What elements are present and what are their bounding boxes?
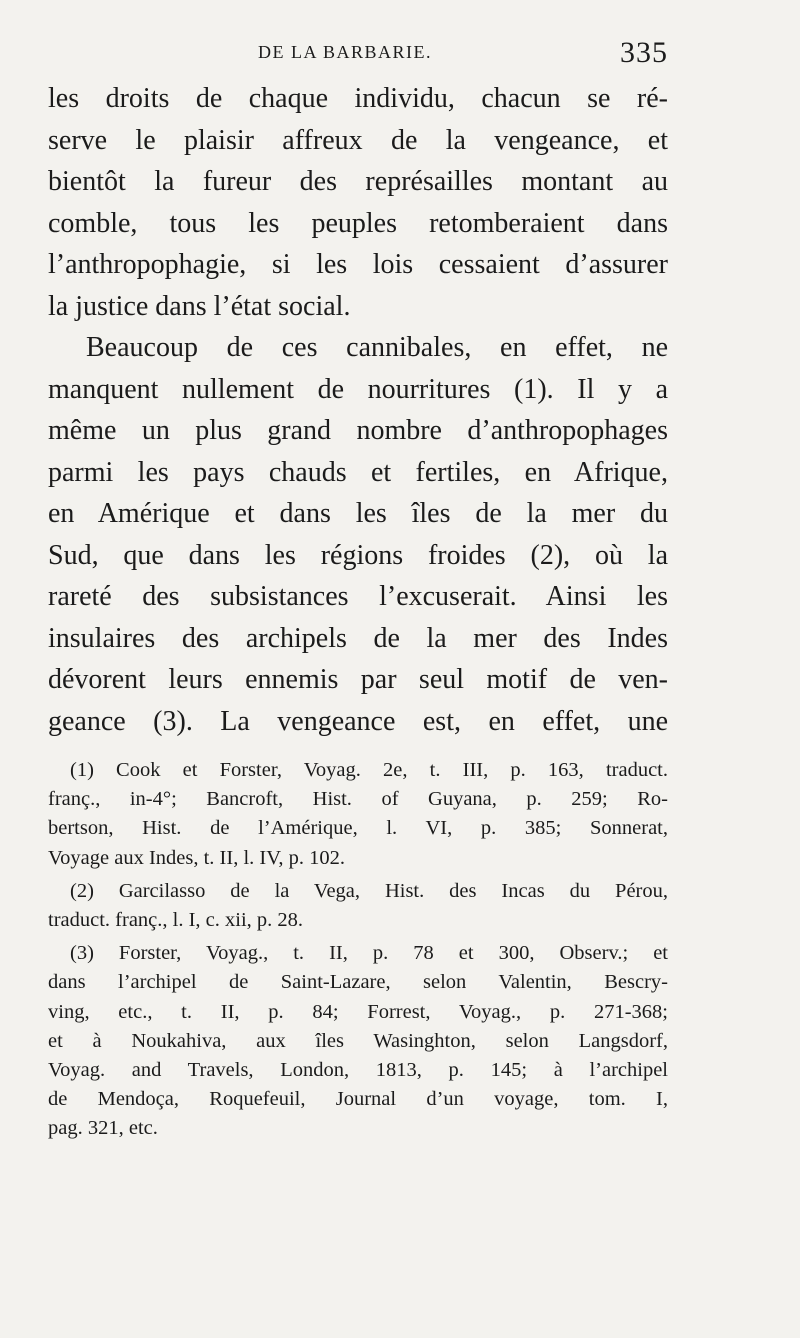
text-line: bientôt la fureur des représailles montant au (48, 166, 668, 197)
footnote-line: et à Noukahiva, aux îles Wasinghton, selon Langsdorf, (48, 1029, 668, 1052)
running-head (48, 38, 668, 68)
footnote-2 (48, 877, 668, 935)
footnote-1 (48, 756, 668, 873)
text-line: parmi les pays chauds et fertiles, en Afrique, (48, 456, 668, 488)
footnote-line: Voyag. and Travels, London, 1813, p. 145; à l’archipel (48, 1058, 668, 1081)
text-line: serve le plaisir affreux de la vengeance, et (48, 124, 668, 156)
footnote-3 (48, 939, 668, 1143)
text-line: en Amérique et dans les îles de la mer du (48, 498, 668, 529)
text-line: comble, tous les peuples retomberaient dans (48, 207, 668, 239)
main-text (48, 78, 668, 742)
footnotes (48, 756, 668, 1143)
footnote-line: traduct. franç., l. I, c. xii, p. 28. (48, 908, 304, 931)
footnote-line: franç., in-4°; Bancroft, Hist. of Guyana, p. 259; Ro- (48, 788, 668, 811)
footnote-line: (3) Forster, Voyag., t. II, p. 78 et 300, Observ.; et (70, 942, 668, 965)
text-line: l’anthropophagie, si les lois cessaient d’assurer (48, 249, 668, 280)
footnote-line: (2) Garcilasso de la Vega, Hist. des Incas du Pérou, (70, 879, 668, 902)
footnote-line: ving, etc., t. II, p. 84; Forrest, Voyag., p. 271-368; (48, 1000, 668, 1023)
text-line: Sud, que dans les régions froides (2), où la (48, 539, 668, 571)
text-line: insulaires des archipels de la mer des Indes (48, 622, 668, 654)
text-line: Beaucoup de ces cannibales, en effet, ne (86, 332, 668, 363)
footnote-line: bertson, Hist. de l’Amérique, l. VI, p. 385; Sonnerat, (48, 817, 668, 840)
text-line: rareté des subsistances l’excuserait. Ainsi les (48, 581, 668, 612)
footnote-line: pag. 321, etc. (48, 1117, 158, 1140)
footnote-line: de Mendoça, Roquefeuil, Journal d’un voyage, tom. I, (48, 1088, 668, 1111)
text-line: la justice dans l’état social. (48, 290, 351, 322)
text-line: même un plus grand nombre d’anthropophages (48, 415, 668, 446)
text-line: geance (3). La vengeance est, en effet, une (48, 705, 668, 737)
running-title: DE LA BARBARIE. (258, 42, 433, 62)
footnote-line: dans l’archipel de Saint-Lazare, selon Valentin, Bescry- (48, 971, 668, 994)
footnote-line: (1) Cook et Forster, Voyag. 2e, t. III, p. 163, traduct. (70, 759, 668, 781)
text-line: manquent nullement de nourritures (1). Il y a (48, 373, 668, 405)
footnote-line: Voyage aux Indes, t. II, l. IV, p. 102. (48, 846, 346, 869)
text-line: dévorent leurs ennemis par seul motif de ven- (48, 664, 668, 695)
text-line: les droits de chaque individu, chacun se ré- (48, 83, 668, 114)
page-number: 335 (620, 36, 668, 69)
